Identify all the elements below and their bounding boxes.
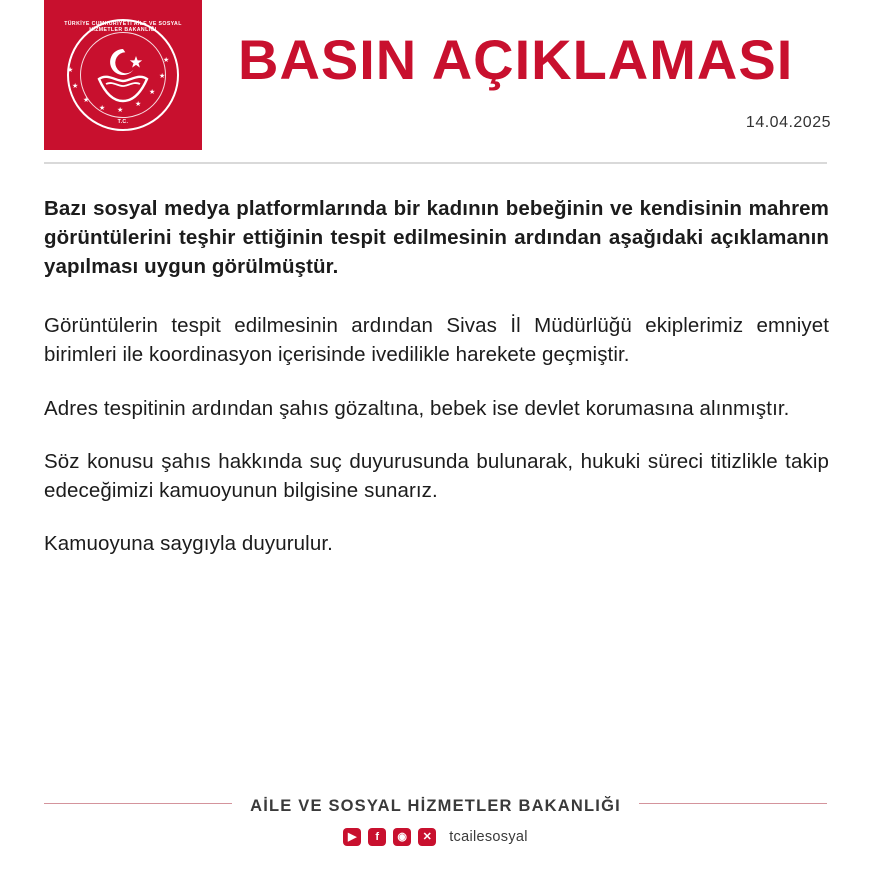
social-links [0,828,871,846]
footer-title: AİLE VE SOSYAL HİZMETLER BAKANLIĞI [232,797,639,816]
emblem-star-icon: ★ [163,57,170,64]
page-title: BASIN AÇIKLAMASI [238,28,794,91]
ministry-emblem-icon [59,15,187,135]
paragraph-lead: Bazı sosyal medya platformlarında bir kadının bebeğinin ve kendisinin mahrem görüntülerini teşhir ettiğinin tespit edilmesinin ardından aşağıdaki açıklamanın yapılması uygun görülmüştür. [44,197,829,279]
social-handle: tcailesosyal [449,829,528,845]
footer [0,797,871,846]
emblem-star-icon: ★ [159,73,166,80]
header [0,0,871,150]
header-right [202,0,871,150]
emblem-star-icon: ★ [83,97,90,104]
release-body [0,164,871,558]
emblem-star-icon: ★ [117,107,124,114]
emblem-crescent-hands-icon [86,43,160,107]
release-date: 14.04.2025 [745,114,831,131]
facebook-icon[interactable]: f [368,828,386,846]
ministry-logo-box [44,0,202,150]
instagram-icon[interactable]: ◉ [393,828,411,846]
emblem-ring-text-bottom: T.C. [117,119,129,125]
youtube-icon[interactable]: ▶ [343,828,361,846]
emblem-star-icon: ★ [149,89,156,96]
emblem-star-icon: ★ [135,101,142,108]
emblem-star-icon: ★ [67,67,74,74]
emblem-star-icon: ★ [72,83,79,90]
emblem-ring-text-top: TÜRKİYE CUMHURİYETİ AİLE VE SOSYAL HİZMETLER BAKANLIĞI [64,21,182,33]
x-twitter-icon[interactable]: ✕ [418,828,436,846]
paragraph-1: Görüntülerin tespit edilmesinin ardından Sivas İl Müdürlüğü ekiplerimiz emniyet birimleri ile koordinasyon içerisinde ivedilikle harekete geçmiştir. [44,314,829,367]
paragraph-4: Kamuoyuna saygıyla duyurulur. [44,531,333,555]
paragraph-3: Söz konusu şahıs hakkında suç duyurusunda bulunarak, hukuki süreci titizlikle takip edeceğimizi kamuoyunun bilgisine sunarız. [44,449,829,502]
emblem-star-icon: ★ [99,105,106,112]
paragraph-2: Adres tespitinin ardından şahıs gözaltına, bebek ise devlet korumasına alınmıştır. [44,396,790,420]
